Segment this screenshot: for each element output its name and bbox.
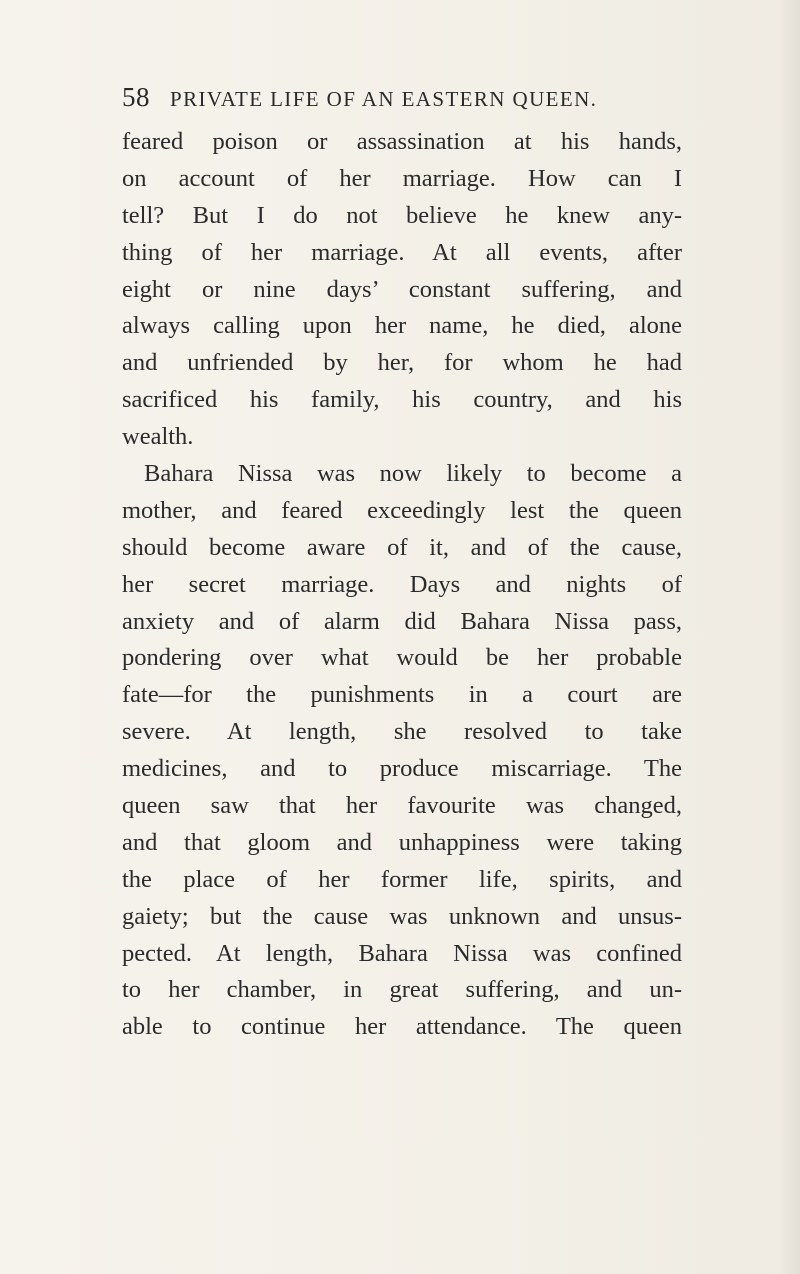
page-edge-shadow xyxy=(778,0,800,1274)
text-line: thing of her marriage. At all events, after xyxy=(122,238,682,266)
text-line: mother, and feared exceedingly lest the queen xyxy=(122,496,682,524)
paragraph-start-line: Bahara Nissa was now likely to become a xyxy=(144,460,682,488)
text-line: fate—for the punishments in a court are xyxy=(122,681,682,709)
text-line: and unfriended by her, for whom he had xyxy=(122,349,682,377)
text-line: pondering over what would be her probable xyxy=(122,644,682,672)
page-header xyxy=(122,82,682,113)
text-line: tell? But I do not believe he knew any- xyxy=(122,201,682,229)
text-line: to her chamber, in great suffering, and un- xyxy=(122,976,682,1004)
text-line: eight or nine days’ constant suffering, and xyxy=(122,275,682,303)
text-line: sacrificed his family, his country, and his xyxy=(122,386,682,414)
text-line: gaiety; but the cause was unknown and unsus- xyxy=(122,902,682,930)
text-line: on account of her marriage. How can I xyxy=(122,164,682,192)
text-line: queen saw that her favourite was changed, xyxy=(122,792,682,820)
page-number: 58 xyxy=(122,82,150,112)
text-line: severe. At length, she resolved to take xyxy=(122,718,682,746)
text-line: pected. At length, Bahara Nissa was confined xyxy=(122,939,682,967)
text-line: wealth. xyxy=(122,423,194,451)
running-head: PRIVATE LIFE OF AN EASTERN QUEEN. xyxy=(170,87,598,111)
text-line: able to continue her attendance. The queen xyxy=(122,1013,682,1041)
text-line: anxiety and of alarm did Bahara Nissa pass, xyxy=(122,607,682,635)
text-line: her secret marriage. Days and nights of xyxy=(122,570,682,598)
text-line: feared poison or assassination at his hands, xyxy=(122,128,682,155)
text-line: medicines, and to produce miscarriage. The xyxy=(122,755,682,783)
text-line: the place of her former life, spirits, and xyxy=(122,865,682,893)
text-line: and that gloom and unhappiness were taking xyxy=(122,828,682,856)
text-line: always calling upon her name, he died, alone xyxy=(122,312,682,340)
text-line: should become aware of it, and of the cause, xyxy=(122,533,682,561)
body-text xyxy=(122,124,682,1046)
